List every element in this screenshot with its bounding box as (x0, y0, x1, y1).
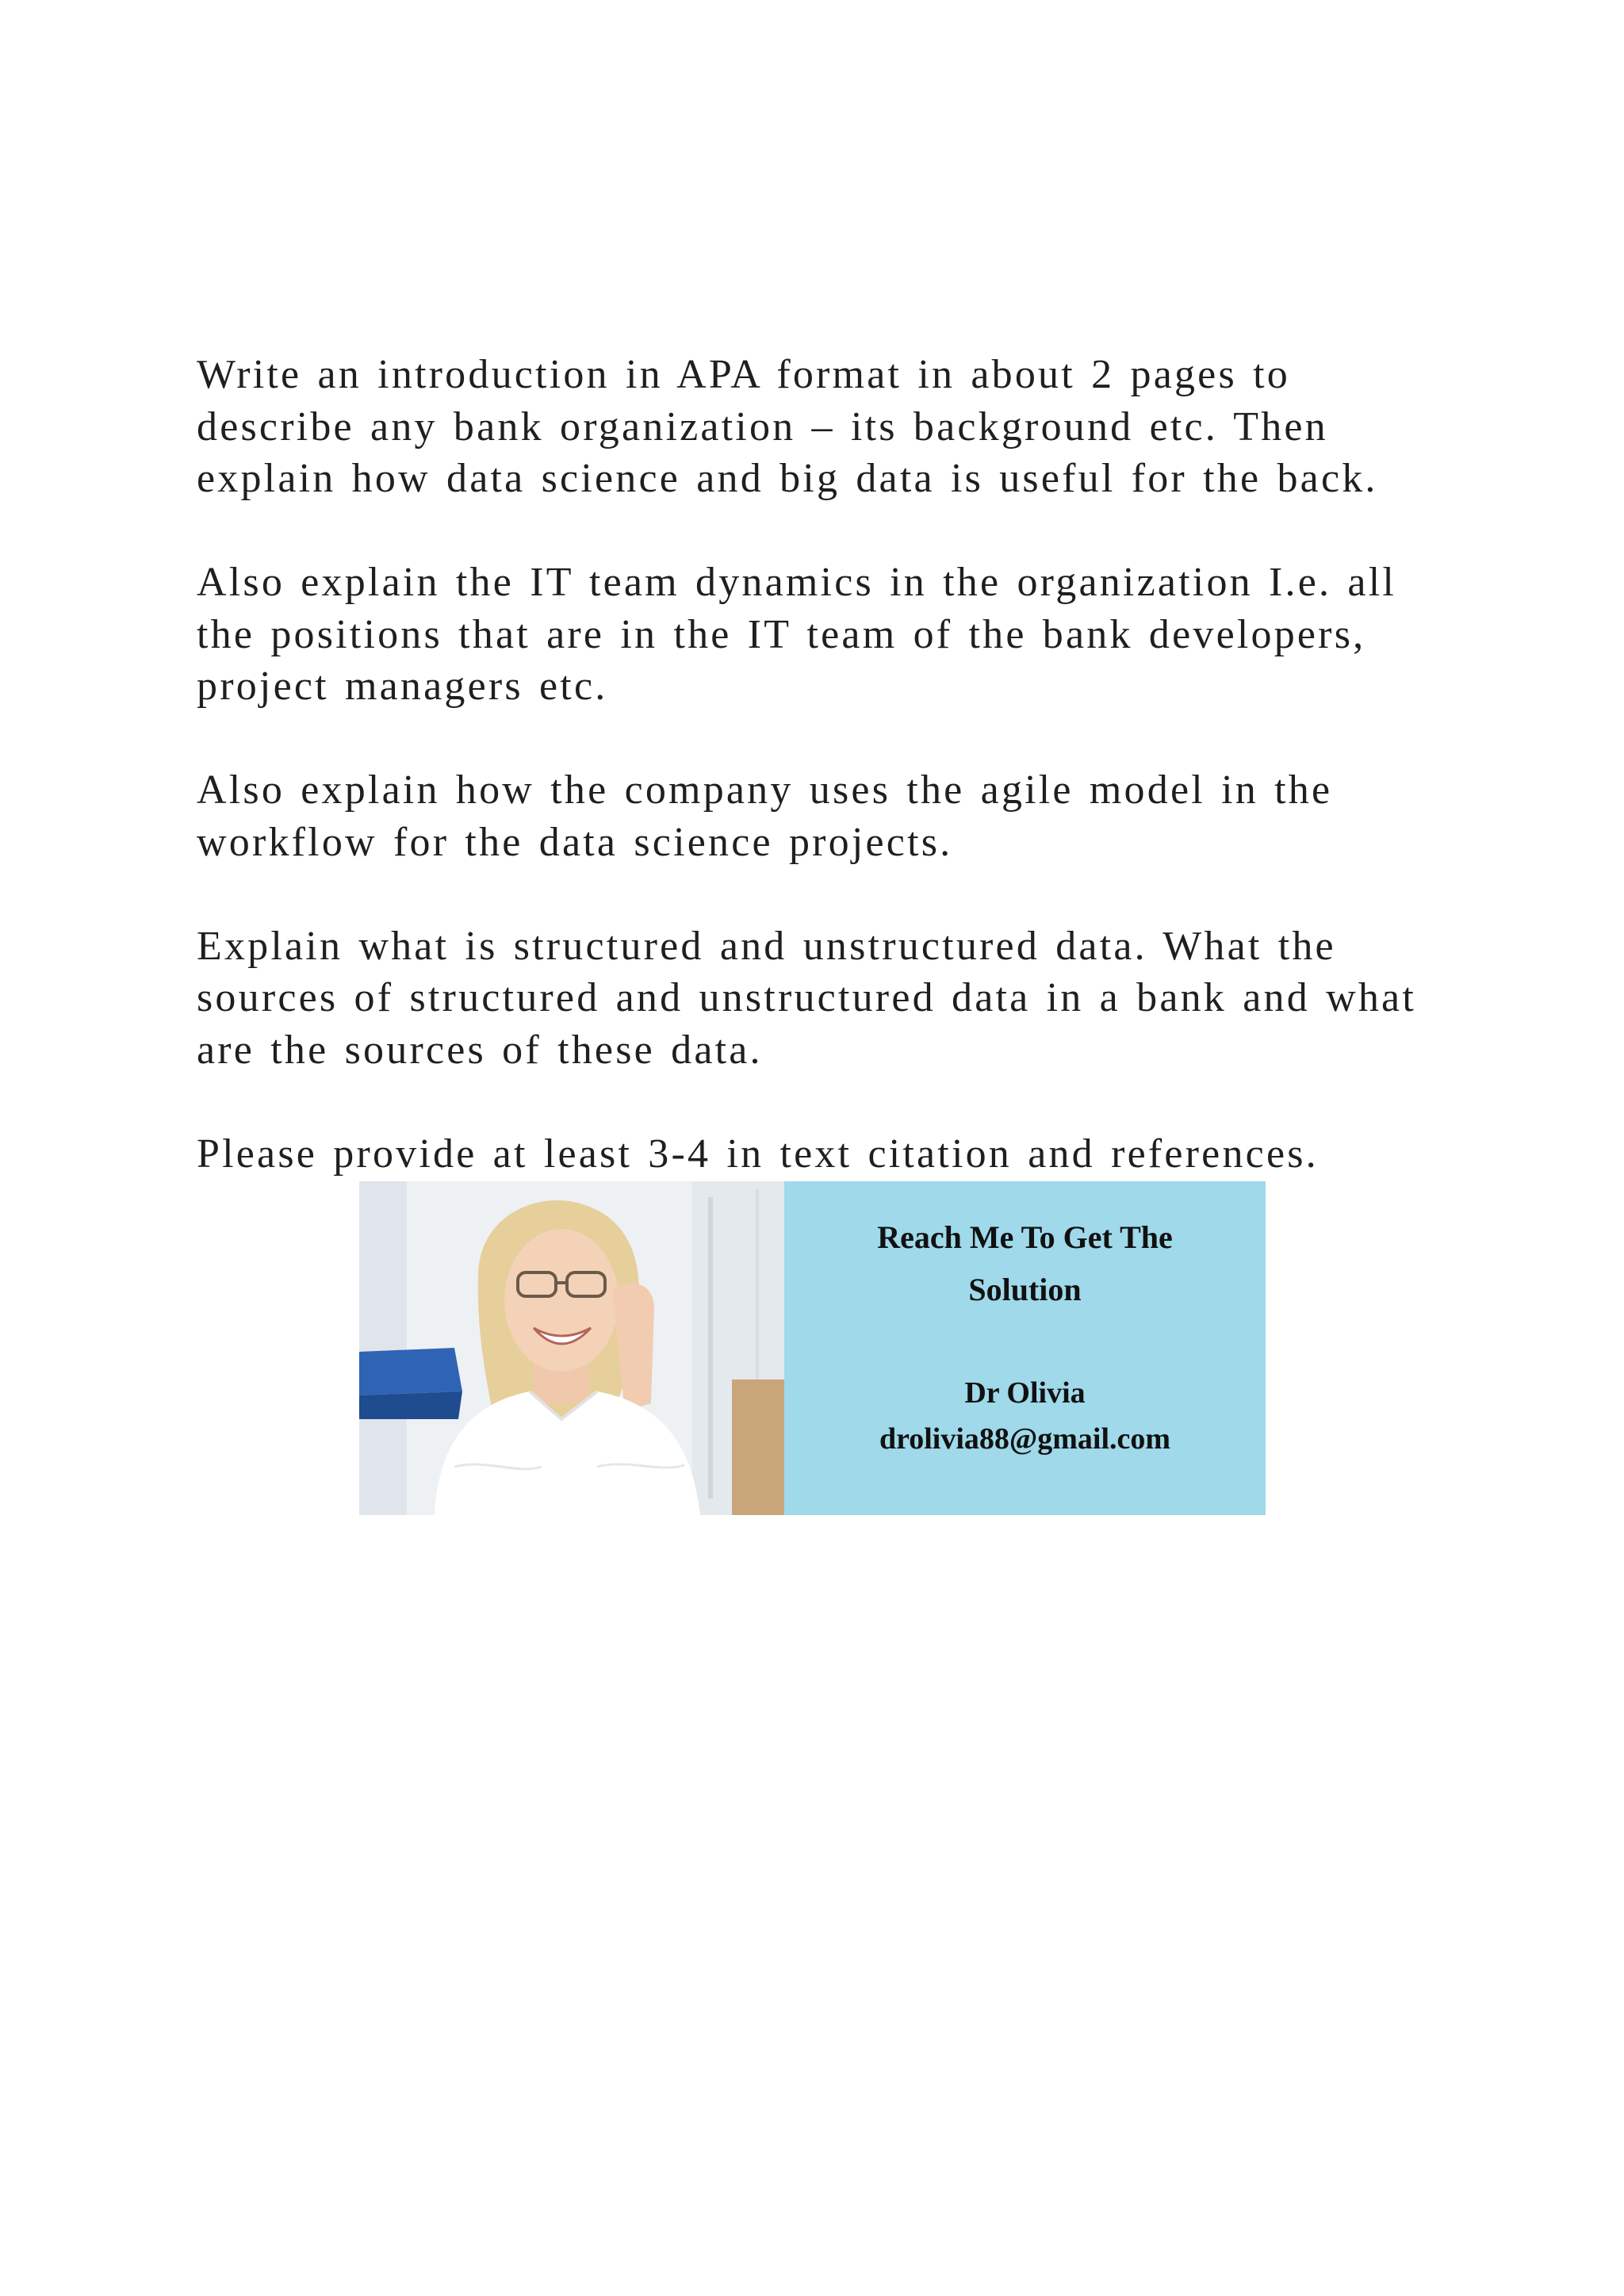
contact-info-panel (784, 1181, 1266, 1515)
paragraph-agile: Also explain how the company uses the agile model in the workflow for the data science projects. (197, 767, 1333, 865)
contact-name: Dr Olivia (964, 1376, 1086, 1410)
paragraph-it-team: Also explain the IT team dynamics in the organization I.e. all the positions that are in the IT team of the bank developers, project managers etc. (197, 560, 1397, 709)
body-text (197, 349, 1465, 1180)
paragraph-citations: Please provide at least 3-4 in text citation and references. (197, 1131, 1319, 1177)
banner-headline-line1: Reach Me To Get The (877, 1219, 1173, 1255)
contact-banner (359, 1181, 1266, 1515)
contact-email: drolivia88@gmail.com (879, 1422, 1171, 1456)
woman-photo-icon (359, 1181, 784, 1515)
paragraph-introduction: Write an introduction in APA format in about 2 pages to describe any bank organization – its background etc. Then explain how data science and big data is useful for the back. (197, 352, 1378, 501)
paragraph-data-types: Explain what is structured and unstructured data. What the sources of structured and unstructured data in a bank and what are the sources of these data. (197, 923, 1416, 1073)
banner-headline-line2: Solution (968, 1272, 1082, 1307)
banner-headline (784, 1211, 1266, 1316)
